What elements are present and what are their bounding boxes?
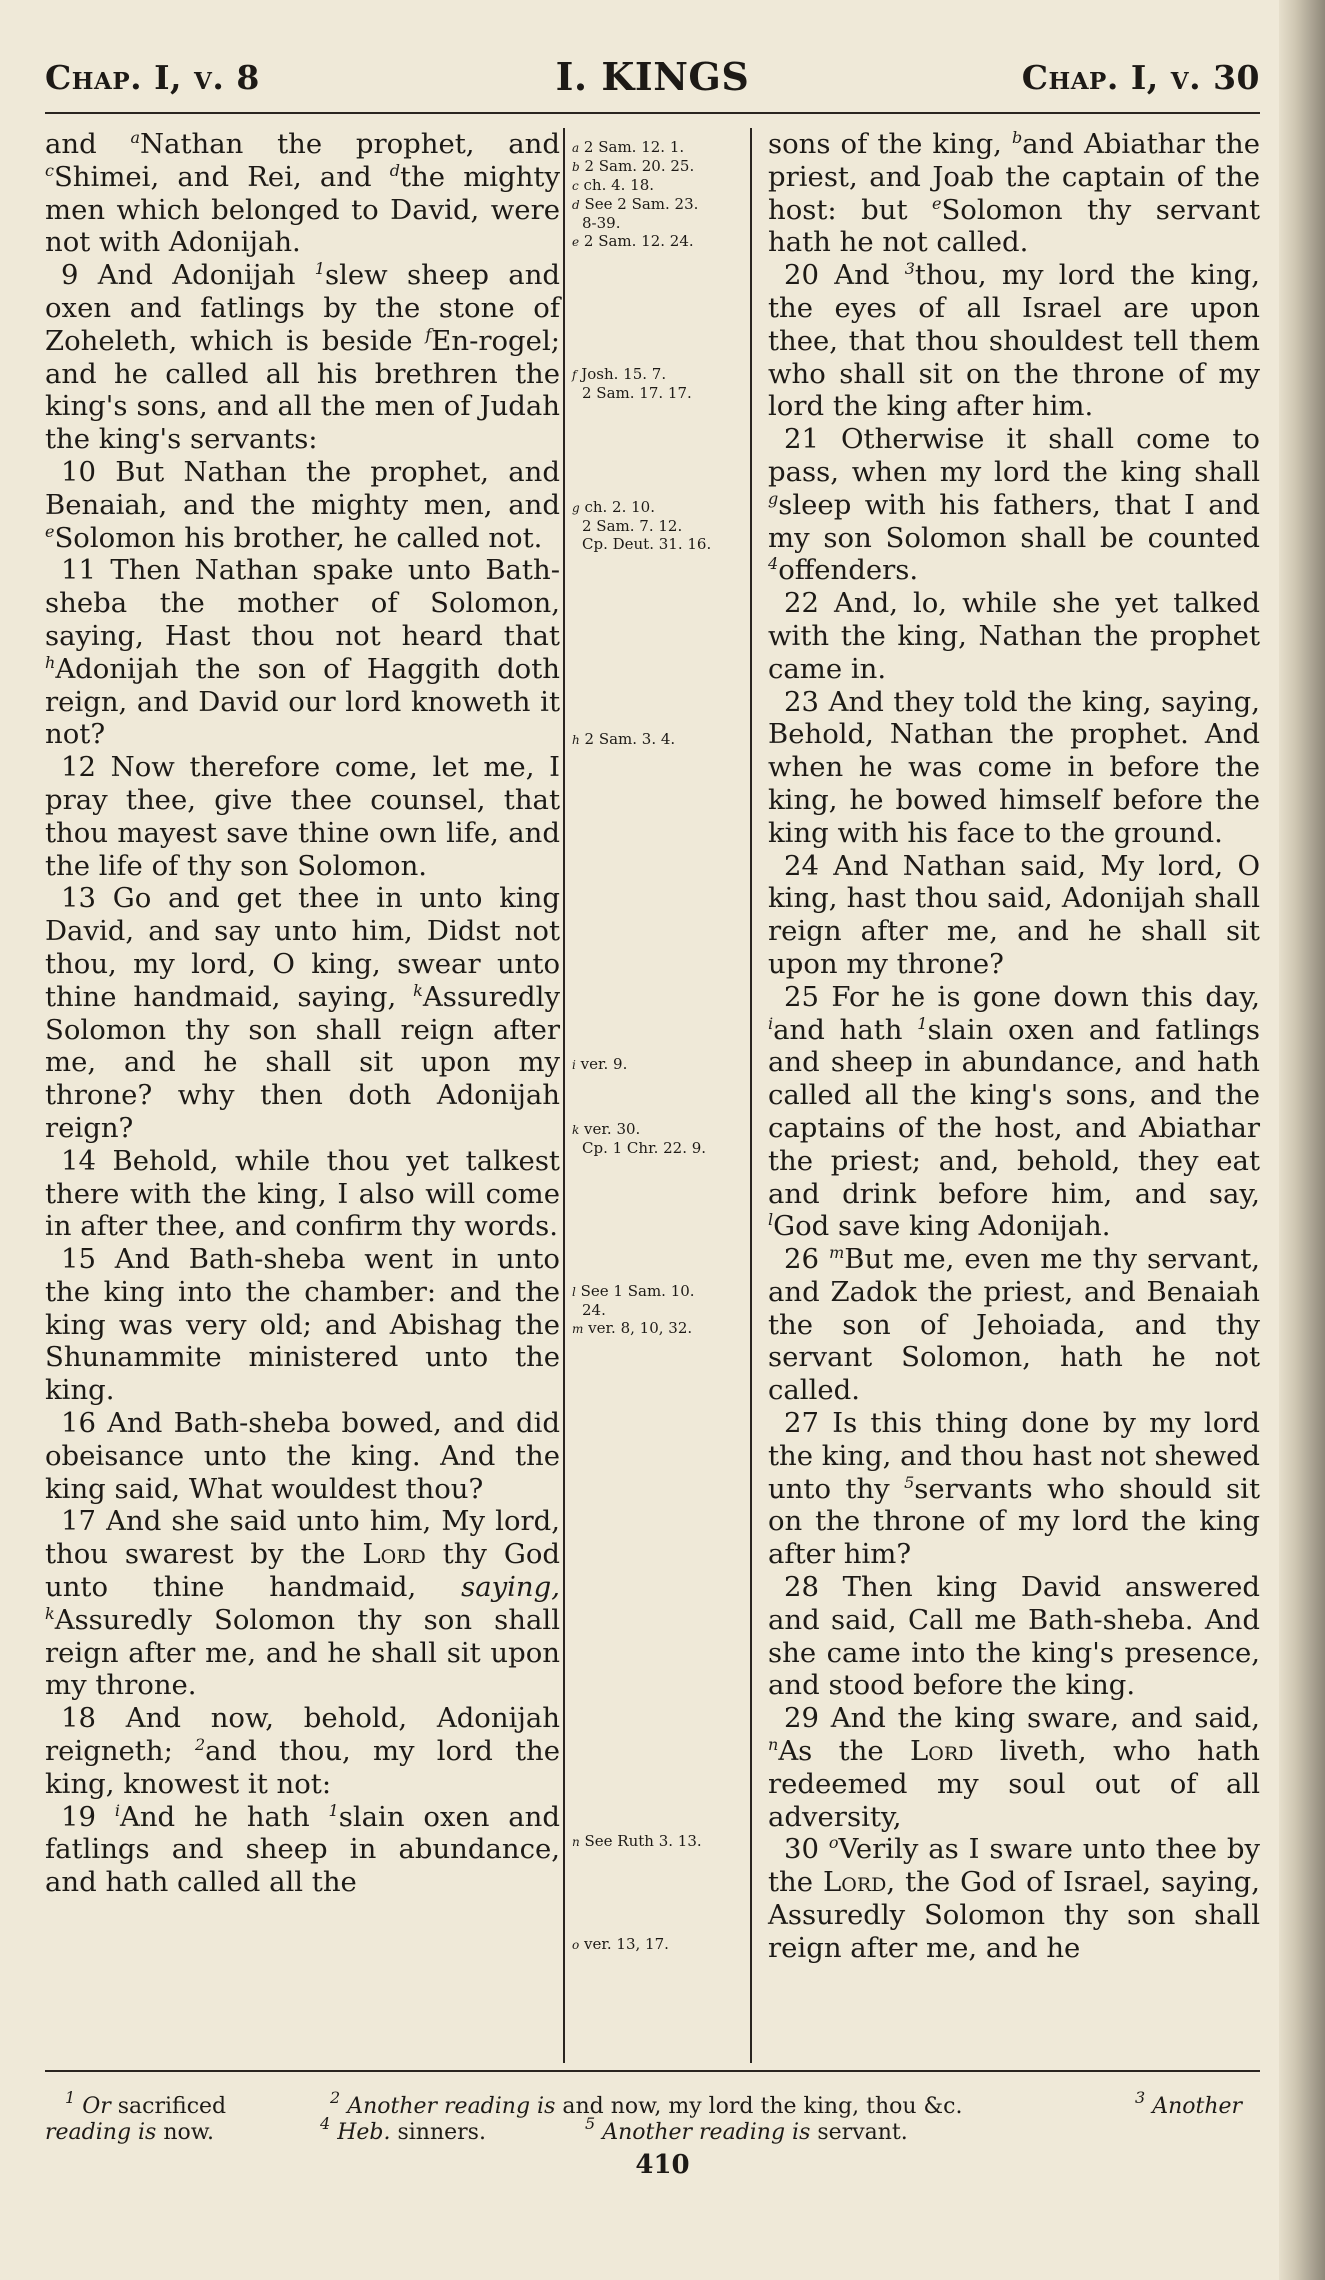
verse-text: Shimei, and Rei, and bbox=[53, 160, 390, 193]
verse-text: offenders. bbox=[778, 554, 919, 587]
footnote-1: $^1$ Or sacrificed bbox=[65, 2088, 227, 2119]
reference-line bbox=[572, 1935, 747, 1954]
cross-ref-mark: f bbox=[425, 324, 432, 344]
reference-line bbox=[572, 730, 747, 749]
cross-ref-mark: a bbox=[130, 128, 140, 147]
cross-ref-mark: l bbox=[768, 1210, 774, 1230]
verse-text: 21 Otherwise it shall come to pass, when my lord the king shall bbox=[768, 423, 1260, 488]
reference-line bbox=[572, 1301, 747, 1319]
verse bbox=[768, 128, 1260, 259]
reference-block bbox=[572, 1935, 747, 1954]
page-edge bbox=[1279, 0, 1325, 2280]
cross-ref-mark: o bbox=[828, 1833, 839, 1853]
verse-text: and hath bbox=[773, 1013, 918, 1046]
verse bbox=[768, 1407, 1260, 1571]
verse-text: thou, my lord the king, the eyes of all Israel are upon thee, that thou shouldest tell them who shall sit on the throne of my lord the king after him. bbox=[768, 259, 1260, 423]
cross-ref-mark: 1 bbox=[328, 1800, 339, 1820]
verse-text: 22 And, lo, while she yet talked with the king, Nathan the prophet came in. bbox=[768, 587, 1260, 685]
reference-block bbox=[572, 365, 747, 402]
verse bbox=[768, 259, 1260, 423]
verse bbox=[768, 1571, 1260, 1702]
verse-text: 16 And Bath-sheba bowed, and did obeisance unto the king. And the king said, What wouldest thou? bbox=[45, 1407, 560, 1505]
footnote-rule bbox=[45, 2070, 1260, 2072]
verse-text: and bbox=[45, 128, 131, 160]
verse-text: God save king Adonijah. bbox=[773, 1210, 1111, 1243]
verse bbox=[768, 1243, 1260, 1407]
verse bbox=[45, 1243, 560, 1407]
verse-text: 29 And the king sware, and said, bbox=[784, 1702, 1260, 1735]
verse-text: 30 bbox=[784, 1833, 829, 1866]
reference-block bbox=[572, 1055, 747, 1074]
reference-text: 2 Sam. 20. 25. bbox=[579, 157, 695, 175]
verse bbox=[768, 981, 1260, 1243]
reference-text: 2 Sam. 17. 17. bbox=[582, 384, 692, 402]
verse-text: En-rogel; and he called all his brethren the king's sons, and all the men of Judah the king's servants: bbox=[45, 324, 560, 456]
reference-key: b bbox=[572, 160, 580, 174]
reference-line bbox=[572, 1832, 747, 1851]
reference-line bbox=[572, 232, 747, 251]
cross-ref-mark: e bbox=[45, 521, 55, 541]
verse-text: 26 bbox=[784, 1243, 830, 1276]
verse-text: 25 For he is gone down this day, bbox=[784, 980, 1260, 1013]
header-center: I. KINGS bbox=[555, 54, 750, 99]
cross-ref-mark: m bbox=[829, 1243, 845, 1263]
small-caps-text: Lord bbox=[910, 1735, 974, 1768]
cross-ref-mark: h bbox=[45, 652, 56, 672]
verse bbox=[45, 1801, 560, 1899]
verse bbox=[768, 686, 1260, 850]
verse-text: 12 Now therefore come, let me, I pray thee, give thee counsel, that thou mayest save thine own life, and the life of thy son Solomon. bbox=[45, 751, 560, 882]
cross-ref-mark: i bbox=[114, 1800, 120, 1820]
reference-key: h bbox=[572, 733, 580, 747]
cross-ref-mark: c bbox=[45, 160, 54, 180]
verse-text: As the bbox=[778, 1735, 910, 1768]
verse bbox=[45, 1407, 560, 1505]
reference-line bbox=[572, 214, 747, 232]
cross-ref-mark: 2 bbox=[194, 1735, 206, 1755]
reference-line bbox=[572, 365, 747, 384]
reference-text: ver. 9. bbox=[575, 1055, 628, 1073]
verse-text: And he hath bbox=[119, 1800, 329, 1833]
verse bbox=[768, 1833, 1260, 1964]
reference-text: 8-39. bbox=[582, 214, 621, 232]
verse-text: 19 bbox=[61, 1800, 115, 1833]
verse-text: servants who should sit on the throne of my lord the king after him? bbox=[768, 1472, 1261, 1571]
footnote-5: $^5$ Another reading is servant. bbox=[585, 2114, 908, 2145]
verse-text: Assuredly Solomon thy son shall reign after me, and he shall sit upon my throne. bbox=[45, 1603, 560, 1702]
reference-line bbox=[572, 1120, 747, 1139]
reference-key: o bbox=[572, 1938, 580, 1952]
verse bbox=[768, 587, 1260, 685]
cross-ref-mark: e bbox=[931, 193, 942, 213]
footnote-4: $^4$ Heb. sinners. bbox=[320, 2114, 486, 2145]
column-rule-right bbox=[750, 128, 752, 2063]
verse bbox=[768, 1702, 1260, 1833]
reference-line bbox=[572, 1282, 747, 1301]
verse-text: 20 And bbox=[784, 259, 905, 292]
reference-line bbox=[572, 1055, 747, 1074]
cross-ref-mark: 4 bbox=[768, 554, 779, 574]
reference-line bbox=[572, 1139, 747, 1157]
reference-line bbox=[572, 1319, 747, 1338]
verse bbox=[45, 1505, 560, 1702]
verse-text: 14 Behold, while thou yet talkest there with the king, I also will come in after thee, and confirm thy words. bbox=[45, 1144, 560, 1243]
verse bbox=[45, 1145, 560, 1243]
verse-text: 15 And Bath-sheba went in unto the king into the chamber: and the king was very old; and Abishag the Shunammite ministered unto the king. bbox=[45, 1243, 560, 1407]
reference-line bbox=[572, 517, 747, 535]
reference-key: f bbox=[572, 368, 577, 382]
verse-text: 23 And they told the king, saying, Behold, Nathan the prophet. And when he was come in before the king, he bowed himself before the king with his face to the ground. bbox=[768, 685, 1260, 849]
cross-ref-mark: i bbox=[768, 1013, 774, 1033]
verse-text: 24 And Nathan said, My lord, O king, hast thou said, Adonijah shall reign after me, and he shall sit upon my throne? bbox=[768, 849, 1260, 980]
verse-text: 18 And now, behold, Adonijah reigneth; bbox=[45, 1702, 560, 1768]
running-header bbox=[45, 54, 1260, 104]
footnote-3-cont: reading is now. bbox=[45, 2120, 214, 2145]
reference-line bbox=[572, 138, 747, 157]
verse-text: slew sheep and oxen and fatlings by the stone of Zoheleth, which is beside bbox=[45, 259, 561, 357]
reference-key: n bbox=[572, 1835, 580, 1849]
reference-text: See 2 Sam. 23. bbox=[579, 195, 699, 213]
reference-text: ver. 13, 17. bbox=[579, 1935, 669, 1953]
reference-key: a bbox=[572, 141, 580, 155]
verse bbox=[768, 423, 1260, 587]
reference-text: See 1 Sam. 10. bbox=[575, 1282, 695, 1300]
footnote-2: $^2$ Another reading is and now, my lord the king, thou &c. bbox=[330, 2088, 963, 2119]
reference-text: ver. 8, 10, 32. bbox=[583, 1319, 693, 1337]
small-caps-text: Lord bbox=[823, 1866, 887, 1899]
reference-block bbox=[572, 1282, 747, 1338]
verse-text: and Abiathar the priest, and Joab the captain of the host: but bbox=[768, 128, 1261, 226]
cross-ref-mark: 1 bbox=[917, 1013, 928, 1033]
cross-ref-mark: b bbox=[1011, 128, 1023, 147]
header-right: Chap. I, v. 30 bbox=[1021, 58, 1260, 97]
verse-text: Solomon thy servant hath he not called. bbox=[768, 193, 1260, 259]
reference-text: 2 Sam. 12. 1. bbox=[579, 138, 685, 156]
reference-block bbox=[572, 730, 747, 749]
reference-text: ch. 2. 10. bbox=[579, 498, 655, 516]
reference-text: Cp. 1 Chr. 22. 9. bbox=[582, 1139, 707, 1157]
verse bbox=[45, 456, 560, 554]
small-caps-text: Lord bbox=[362, 1538, 426, 1571]
verse bbox=[45, 259, 560, 456]
page-number: 410 bbox=[635, 2150, 690, 2180]
verse-text: 11 Then Nathan spake unto Bath-sheba the mother of Solomon, saying, Hast thou not heard that bbox=[45, 554, 560, 652]
footnote-3: $^3$ Another bbox=[1135, 2088, 1243, 2119]
verse-text: But me, even me thy servant, and Zadok the priest, and Benaiah the son of Jehoiada, and thy servant Solomon, hath he not called. bbox=[768, 1243, 1261, 1407]
reference-line bbox=[572, 176, 747, 195]
reference-text: 24. bbox=[582, 1301, 606, 1319]
reference-line bbox=[572, 498, 747, 517]
reference-key: c bbox=[572, 179, 579, 193]
reference-key: m bbox=[572, 1322, 584, 1336]
reference-text: Josh. 15. 7. bbox=[576, 365, 667, 383]
verse bbox=[45, 128, 560, 259]
verse-text: 13 Go and get thee in unto king David, and say unto him, Didst not thou, my lord, O king, swear unto thine handmaid, saying, bbox=[45, 882, 560, 1013]
verse-text: Nathan the prophet, and bbox=[140, 128, 560, 160]
verse-text: slain oxen and fatlings and sheep in abundance, and hath called all the king's sons, and the captains of the host, and Abiathar the priest; and, behold, they eat and drink before him, and say, bbox=[768, 1013, 1261, 1210]
verse-text: sons of the king, bbox=[768, 128, 1012, 160]
verse-text: Assuredly Solomon thy son shall reign after me, and he shall sit upon my throne? why then doth Adonijah reign? bbox=[45, 980, 560, 1144]
reference-text: See Ruth 3. 13. bbox=[579, 1832, 702, 1850]
reference-key: l bbox=[572, 1285, 576, 1299]
cross-ref-mark: 5 bbox=[904, 1472, 915, 1492]
verse-text: 27 Is this thing done by my lord the king, and thou hast not shewed unto thy bbox=[768, 1407, 1260, 1505]
verse-text: 17 And she said unto him, My lord, thou swarest by the bbox=[45, 1505, 560, 1571]
verse-text: 10 But Nathan the prophet, and Benaiah, and the mighty men, and bbox=[45, 455, 560, 521]
reference-block bbox=[572, 1120, 747, 1157]
header-left: Chap. I, v. 8 bbox=[45, 58, 260, 97]
cross-ref-mark: 3 bbox=[904, 259, 915, 279]
reference-line bbox=[572, 535, 747, 553]
verse bbox=[45, 554, 560, 751]
reference-text: 2 Sam. 7. 12. bbox=[582, 517, 683, 535]
reference-block bbox=[572, 498, 747, 553]
reference-block bbox=[572, 1832, 747, 1851]
cross-ref-mark: k bbox=[45, 1603, 55, 1623]
reference-key: i bbox=[572, 1058, 576, 1072]
verse-text: the mighty men which belonged to David, were not with Adonijah. bbox=[45, 160, 560, 259]
verse-text: , the God of Israel, saying, Assuredly Solomon thy son shall reign after me, and he bbox=[768, 1866, 1261, 1964]
header-rule bbox=[45, 112, 1260, 114]
verse-text: liveth, who hath redeemed my soul out of all adversity, bbox=[768, 1735, 1260, 1833]
verse-text: Adonijah the son of Haggith doth reign, and David our lord knoweth it not? bbox=[45, 652, 560, 751]
verse-text: Solomon his brother, he called not. bbox=[54, 521, 543, 554]
verse bbox=[768, 850, 1260, 981]
verse-text: 9 And Adonijah bbox=[61, 259, 315, 292]
reference-text: 2 Sam. 3. 4. bbox=[579, 730, 676, 748]
reference-text: ver. 30. bbox=[579, 1120, 641, 1138]
reference-line bbox=[572, 384, 747, 402]
reference-key: k bbox=[572, 1123, 580, 1137]
verse-text: sleep with his fathers, that I and my son Solomon shall be counted bbox=[768, 488, 1260, 554]
verse bbox=[45, 1702, 560, 1800]
cross-ref-mark: g bbox=[768, 488, 779, 508]
reference-key: e bbox=[572, 235, 580, 249]
left-text-column bbox=[45, 128, 560, 1899]
column-rule-left bbox=[563, 128, 565, 2063]
reference-text: 2 Sam. 12. 24. bbox=[579, 232, 694, 250]
verse-text: and thou, my lord the king, knowest it not: bbox=[45, 1735, 560, 1800]
verse-text: slain oxen and fatlings and sheep in abundance, and hath called all the bbox=[45, 1800, 560, 1899]
verse-text: Verily as I sware unto thee by the bbox=[768, 1833, 1260, 1899]
reference-line bbox=[572, 195, 747, 214]
reference-key: d bbox=[572, 198, 580, 212]
right-text-column bbox=[768, 128, 1260, 1965]
cross-ref-mark: n bbox=[768, 1735, 779, 1755]
italic-text: saying, bbox=[461, 1571, 560, 1604]
footnotes bbox=[45, 2088, 1265, 2146]
cross-ref-mark: d bbox=[389, 160, 401, 180]
reference-key: g bbox=[572, 501, 580, 515]
reference-block bbox=[572, 138, 747, 251]
reference-line bbox=[572, 157, 747, 176]
verse bbox=[45, 882, 560, 1144]
verse-text: thy God unto thine handmaid, bbox=[45, 1538, 560, 1604]
verse-text: 28 Then king David answered and said, Call me Bath-sheba. And she came into the king's presence, and stood before the king. bbox=[768, 1571, 1260, 1702]
cross-ref-mark: 1 bbox=[314, 259, 325, 279]
cross-ref-mark: k bbox=[413, 980, 423, 1000]
reference-text: ch. 4. 18. bbox=[578, 176, 655, 194]
reference-text: Cp. Deut. 31. 16. bbox=[582, 535, 712, 553]
verse bbox=[45, 751, 560, 882]
